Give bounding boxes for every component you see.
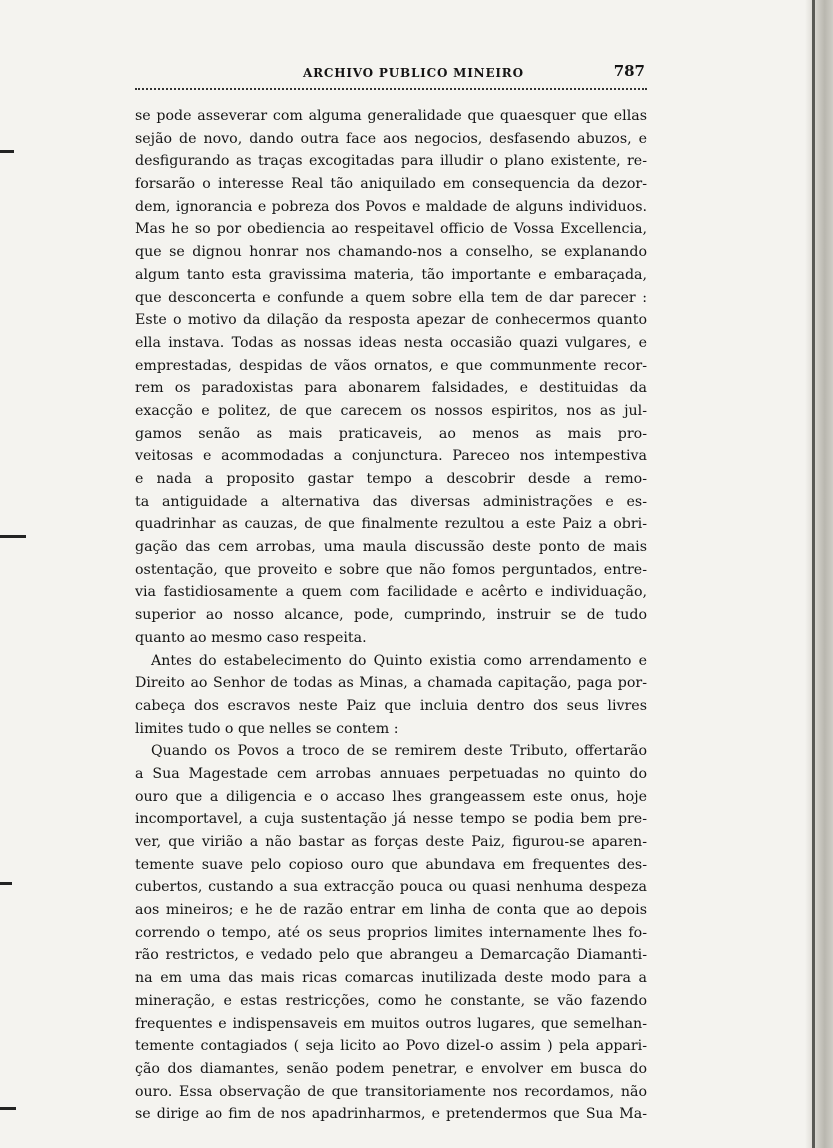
- text-line: veitosas e acommodadas a conjunctura. Pareceo nos intempestiva: [135, 448, 647, 465]
- body-text: [135, 105, 647, 1126]
- text-line: rem os paradoxistas para abonarem falsidades, e destituidas da: [135, 380, 647, 397]
- text-line: ouro que a diligencia e o accaso lhes grangeassem este onus, hoje: [135, 788, 647, 805]
- header-rule: [135, 88, 647, 90]
- text-line: quadrinhar as cauzas, de que finalmente rezultou a este Paiz a obri-: [135, 516, 647, 533]
- text-line: algum tanto esta gravissima materia, tão importante e embaraçada,: [135, 266, 647, 283]
- text-line: se pode asseverar com alguma generalidade que quaesquer que ellas: [135, 108, 647, 124]
- text-line: quanto ao mesmo caso respeita.: [135, 629, 367, 646]
- page-number: 787: [613, 62, 645, 80]
- text-line: Quando os Povos a troco de se remirem deste Tributo, offertarão: [151, 743, 647, 760]
- text-line: que se dignou honrar nos chamando-nos a conselho, se explanando: [135, 244, 647, 261]
- text-line: cubertos, custando a sua extracção pouca ou quasi nenhuma despeza: [135, 879, 647, 896]
- margin-tick: [0, 150, 14, 153]
- text-line: exacção e politez, de que carecem os nossos espiritos, nos as jul-: [135, 402, 647, 419]
- margin-tick: [0, 535, 26, 538]
- text-line: ostentação, que proveito e sobre que não fomos perguntados, entre-: [135, 561, 647, 578]
- text-line: ta antiguidade a alternativa das diversas administrações e es-: [135, 493, 647, 510]
- text-line: correndo o tempo, até os seus proprios limites internamente lhes fo-: [135, 924, 647, 941]
- binding-edge: [812, 0, 815, 1148]
- text-line: mineração, e estas restricções, como he constante, se vão fazendo: [135, 992, 647, 1009]
- margin-tick: [0, 882, 12, 885]
- text-line: temente suave pelo copioso ouro que abundava em frequentes des-: [135, 856, 647, 873]
- text-line: que desconcerta e confunde a quem sobre ella tem de dar parecer :: [135, 289, 647, 306]
- text-line: ella instava. Todas as nossas ideas nesta occasião quazi vulgares, e: [135, 334, 647, 351]
- text-line: se dirige ao fim de nos apadrinharmos, e pretendermos que Sua Ma-: [135, 1106, 647, 1123]
- text-line: gação das cem arrobas, uma maula discussão deste ponto de mais: [135, 539, 647, 556]
- text-line: limites tudo o que nelles se contem :: [135, 720, 399, 737]
- text-line: gamos senão as mais praticaveis, ao menos as mais pro-: [135, 425, 647, 442]
- text-line: dem, ignorancia e pobreza dos Povos e maldade de alguns individuos.: [135, 198, 647, 215]
- text-line: Antes do estabelecimento do Quinto existia como arrendamento e: [151, 652, 647, 669]
- text-line: forsarão o interesse Real tão aniquilado em consequencia da dezor-: [135, 176, 647, 193]
- text-line: na em uma das mais ricas comarcas inutilizada deste modo para a: [135, 970, 647, 987]
- text-line: Direito ao Senhor de todas as Minas, a chamada capitação, paga por-: [135, 675, 647, 692]
- text-line: cabeça dos escravos neste Paiz que incluia dentro dos seus livres: [135, 697, 647, 714]
- text-line: Este o motivo da dilação da resposta apezar de conhecermos quanto: [135, 312, 647, 329]
- text-line: temente contagiados ( seja licito ao Povo dizel-o assim ) pela appari-: [135, 1038, 647, 1055]
- text-line: ouro. Essa observação de que transitoriamente nos recordamos, não: [135, 1083, 647, 1100]
- text-line: incomportavel, a cuja sustentação já nesse tempo se podia bem pre-: [135, 811, 647, 828]
- text-line: rão restrictos, e vedado pelo que abrangeu a Demarcação Diamanti-: [135, 947, 647, 964]
- text-line: sejão de novo, dando outra face aos negocios, desfasendo abuzos, e: [135, 130, 647, 147]
- page-spine-shadow: [805, 0, 833, 1148]
- page-header: [133, 62, 645, 82]
- text-line: superior ao nosso alcance, pode, cumprindo, instruir se de tudo: [135, 607, 647, 624]
- text-line: e nada a proposito gastar tempo a descobrir desde a remo-: [135, 471, 647, 487]
- text-line: ver, que virião a não bastar as forças deste Paiz, figurou-se aparen-: [135, 834, 647, 850]
- text-line: via fastidiosamente a quem com facilidade e acêrto e individuação,: [135, 584, 647, 601]
- text-line: frequentes e indispensaveis em muitos outros lugares, que semelhan-: [135, 1015, 647, 1032]
- running-title: ARCHIVO PUBLICO MINEIRO: [303, 66, 524, 80]
- text-line: emprestadas, despidas de vãos ornatos, e que communmente recor-: [135, 357, 647, 374]
- text-line: Mas he so por obediencia ao respeitavel officio de Vossa Excellencia,: [135, 221, 647, 238]
- text-line: aos mineiros; e he de razão entrar em linha de conta que ao depois: [135, 902, 647, 919]
- text-line: a Sua Magestade cem arrobas annuaes perpetuadas no quinto do: [135, 765, 647, 782]
- text-line: desfigurando as traças excogitadas para illudir o plano existente, re-: [135, 153, 647, 170]
- margin-tick: [0, 1107, 16, 1110]
- text-line: ção dos diamantes, senão podem penetrar, e envolver em busca do: [135, 1060, 647, 1077]
